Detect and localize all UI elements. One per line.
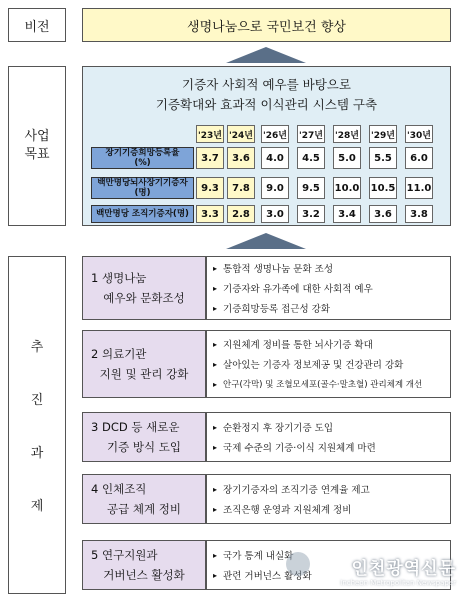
goals-label-line1: 사업 bbox=[24, 129, 50, 144]
watermark-logo-icon bbox=[286, 552, 310, 576]
goal-value: 9.5 bbox=[297, 177, 325, 199]
year-header: '26년 bbox=[261, 125, 289, 143]
goal-value: 11.0 bbox=[405, 177, 433, 199]
strategies-label-char: 추 bbox=[30, 340, 44, 355]
goal-value: 3.0 bbox=[261, 205, 289, 223]
goals-title bbox=[83, 75, 450, 115]
goal-value: 10.5 bbox=[369, 177, 397, 199]
strategies-label-char: 진 bbox=[30, 393, 44, 408]
strategy-points bbox=[206, 256, 451, 320]
vision-label: 비전 bbox=[8, 8, 66, 42]
list-item: ▸ 안구(각막) 및 조혈모세포(골수·말초혈) 관리체계 개선 bbox=[213, 379, 423, 390]
strategies-label-char: 과 bbox=[30, 446, 44, 461]
goals-title-line1: 기증자 사회적 예우를 바탕으로 bbox=[182, 77, 351, 92]
goal-row-label: 장기기증희망등록율 (%) bbox=[91, 147, 194, 169]
goal-value: 6.0 bbox=[405, 147, 433, 169]
strategy-title: 2 의료기관 지원 및 관리 강화 bbox=[82, 330, 206, 398]
strategy-title: 3 DCD 등 새로운 기증 방식 도입 bbox=[82, 412, 206, 462]
goal-value: 9.3 bbox=[196, 177, 224, 199]
goal-value: 3.8 bbox=[405, 205, 433, 223]
goal-value: 5.0 bbox=[333, 147, 361, 169]
goals-title-line2: 기증확대와 효과적 이식관리 시스템 구축 bbox=[155, 97, 378, 112]
up-arrow-icon bbox=[226, 47, 306, 63]
watermark bbox=[278, 546, 456, 594]
goal-value: 9.0 bbox=[261, 177, 289, 199]
list-item: ▸ 장기기증자의 조직기증 연계율 제고 bbox=[213, 484, 370, 496]
goal-value: 10.0 bbox=[333, 177, 361, 199]
goal-value: 3.7 bbox=[196, 147, 224, 169]
strategy-points bbox=[206, 412, 451, 462]
goal-value: 3.3 bbox=[196, 205, 224, 223]
goal-value: 3.2 bbox=[297, 205, 325, 223]
strategy-title: 4 인체조직 공급 체계 정비 bbox=[82, 474, 206, 524]
strategy-points bbox=[206, 330, 451, 398]
list-item: ▸ 순환정지 후 장기기증 도입 bbox=[213, 422, 334, 434]
list-item: ▸ 지원체계 정비를 통한 뇌사기증 확대 bbox=[213, 339, 373, 351]
list-item: ▸ 국제 수준의 기증·이식 지원체계 마련 bbox=[213, 442, 376, 454]
goal-value: 2.8 bbox=[227, 205, 255, 223]
year-header: '24년 bbox=[227, 125, 255, 143]
list-item: ▸ 기증자와 유가족에 대한 사회적 예우 bbox=[213, 283, 373, 295]
year-header: '28년 bbox=[333, 125, 361, 143]
goals-panel bbox=[82, 66, 451, 226]
watermark-subtext: Incheon Metropolitan Newspaper bbox=[340, 578, 456, 587]
strategies-label-char: 제 bbox=[30, 499, 44, 514]
strategy-title: 1 생명나눔 예우와 문화조성 bbox=[82, 256, 206, 320]
list-item: ▸ 기증희망등록 접근성 강화 bbox=[213, 303, 331, 315]
list-item: ▸ 통합적 생명나눔 문화 조성 bbox=[213, 263, 334, 275]
goal-value: 3.4 bbox=[333, 205, 361, 223]
goal-value: 3.6 bbox=[369, 205, 397, 223]
goal-row-label: 백만명당뇌사장기기증자 (명) bbox=[91, 177, 194, 199]
list-item: ▸ 조직은행 운영과 지원체계 정비 bbox=[213, 504, 352, 516]
strategies-label bbox=[8, 256, 66, 594]
goals-label bbox=[8, 66, 66, 226]
list-item: ▸ 살아있는 기증자 정보제공 및 건강관리 강화 bbox=[213, 359, 404, 371]
up-arrow-icon bbox=[226, 233, 306, 249]
vision-text: 생명나눔으로 국민보건 향상 bbox=[82, 8, 451, 42]
goal-value: 5.5 bbox=[369, 147, 397, 169]
list-item: ▸ 국가 통계 내실화 bbox=[213, 550, 294, 562]
year-header: '23년 bbox=[196, 125, 224, 143]
list-item: ▸ 관련 거버넌스 활성화 bbox=[213, 570, 312, 582]
goal-value: 4.5 bbox=[297, 147, 325, 169]
strategy-points bbox=[206, 474, 451, 524]
goal-value: 4.0 bbox=[261, 147, 289, 169]
strategy-title: 5 연구지원과 거버넌스 활성화 bbox=[82, 540, 206, 590]
goal-value: 3.6 bbox=[227, 147, 255, 169]
year-header: '30년 bbox=[405, 125, 433, 143]
goals-label-line2: 목표 bbox=[24, 147, 50, 162]
year-header: '29년 bbox=[369, 125, 397, 143]
watermark-text: 인천광역신문 bbox=[351, 558, 456, 579]
goal-value: 7.8 bbox=[227, 177, 255, 199]
year-header: '27년 bbox=[297, 125, 325, 143]
goal-row-label: 백만명당 조직기증자(명) bbox=[91, 205, 194, 223]
